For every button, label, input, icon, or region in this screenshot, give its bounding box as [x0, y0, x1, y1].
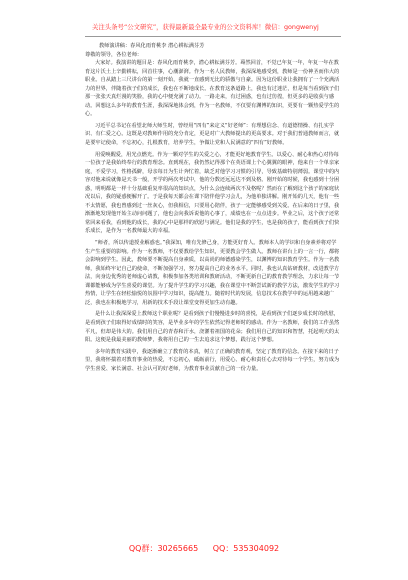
paragraph: 多年的教育实践中，我逐渐确立了教育的本真，树立了正确的教育观，坚定了教育的信念。在接下来的日子里，我将怀揣着对教育事业的热爱，不忘初心，砥砺前行，用爱心、耐心和责任心去对待每一个学生，努力成为学生喜爱、家长满意、社会认可的好老师，为教育事业贡献自己的一份力量。 — [85, 348, 340, 372]
qq-text: QQ：535304092 — [212, 544, 280, 553]
paragraph: 习近平总书记在看望北师大师生时，曾经用“四有”来定义“好老师”：有理想信念、有道德情操、有扎实学识、有仁爱之心。这既是对教师作用的充分肯定，更是对广大教师提出的更高要求。对于我们普通教师而言，就是要牢记使命，不忘初心，扎根教育，培养学生，争做让党和人民满意的“四有”好教师。 — [85, 122, 340, 147]
paragraph: 用爱唤醒爱，用光点燃光。作为一颗对学生的关爱之心，才能更好地教育学生。以爱心、耐心和热心对待每一位孩子是我始终奉行的教育理念。直到现在，我仍然记得那个在英语课上个心翼翼的眼神，他来自一个单亲家庭，不爱学习，性格孤僻，母亲每日为生计奔忙着，缺乏对他学习习惯的引导，导致基础特别薄弱。课堂中的内容对他来说就像是天书一般，开学的两次考试中，他的分数还远远达不到及格。刚开始的时候，我也感到十分困惑，明明都是一样十分基础重复率很高的知识点，为什么会连续两次不及格呢？然而在了解到这个孩子的家庭状况以后，我的疑惑便解开了。于是我每天都会在课下陪伴他学习会儿，为他单独讲解。刚开始的几天，他有一些不太情愿，我也曾感到过一丝灰心，但我相信，只要用心陪伴，孩子一定能够感受到关爱。在后来的日子里，我渐渐地发现他开始主动问问题了，他也会向我诉说他的心事了，成绩也在一点点进步。毕业之后，这个孩子还常常回来看我，看到他的成长，我的心中是那样的欣慰与满足。他们是我的学生，也是我的孩子，能看到孩子们快乐成长，是作为一名教师最大的幸福。 — [85, 151, 340, 235]
contact-footer — [0, 544, 408, 554]
document-title: 教师演讲稿：春风化雨育桃李 潜心耕耘满芬芳 — [99, 43, 205, 49]
paragraph: “师者，所以传道授业解惑也。”我深知，唯有先修己身，方能更好育人。教师本人的学识和自身素养将对学生产生重要的影响。作为一名教师，不仅要教给学生知识，更要教会学生做人。教师在讲台上的一言一行，都将会影响到学生。因此，教师要不断提高自身素质，以高尚的师德感染学生，以渊博的知识教育学生。作为一名教师，我始终牢记自己的使命，不断加强学习，努力提高自己的业务水平。同时，我也认真钻研教材，改进教学方法，向身边优秀的老师虚心请教，积极参加各类培训和教研活动，不断更新自己的教育教学理念，力求让每一节课都能够成为学生喜爱的课堂。为了提升学生的学习兴趣，我在课堂中不断尝试新的教学方法，激发学生的学习热情，让学生在轻松愉悦的氛围中学习知识，提高能力。随着时代的发展，信息技术在教学中的运用越来越广泛，我也在积极地学习，用新的技术手段让课堂变得更加生动有趣。 — [85, 240, 340, 306]
wechat-label: 微信： — [264, 23, 284, 31]
promo-banner-text: 关注头条号“公文研究”，获得最新最全最专业的公文资料库！ — [92, 23, 265, 31]
document-body — [85, 42, 341, 373]
header-divider — [85, 36, 341, 37]
paragraph: 是什么让我深深爱上教师这个职业呢？是看到孩子们慢慢进步时的喜悦，是看到孩子们逐步成长时的欣慰，是看到孩子们取得好成绩时的笑容，是毕业多年的学生依然记得老师时的感动。作为一名教师，我们的工作虽然平凡，但却是伟大的。我们用自己的青春和汗水，浇灌着祖国的花朵；我们用自己的知识和智慧，托起明天的太阳。这便是我最美丽的教师梦，我将用自己的一生去追求这个梦想，践行这个梦想。 — [85, 311, 340, 344]
wechat-id-link[interactable]: gongwenyj — [283, 23, 319, 31]
promo-banner — [92, 22, 322, 33]
salutation: 尊敬的领导，各位老师： — [85, 51, 143, 58]
qq-group-text: QQ群：30265665 — [128, 544, 199, 553]
paragraph: 大家好。我演讲的题目是：春风化雨育桃李，潜心耕耘满芬芳。蓦然回首，不觉已年复一年，年复一年在教育这片沃土上辛勤耕耘，回首往事，心潮澎湃。作为一名人民教师，我深深地感受到，教师是一份神圣而伟大的职业。自从踏上三尺讲台的第一刻开始，我就一直感到无比的骄傲与自豪。因为这份职业让我拥有了一个充满活力的世界，伴随着孩子们的成长，我也在不断地成长。在教育这条道路上，我也有过迷茫，但是每当看到孩子们那一张张天真烂漫的笑脸，我的心中便充满了动力。一路走来，有过困惑，也有过彷徨，但更多的是收获与感动。回想这么多年的教育生涯，我深深地体会到，作为一名教师，不仅要有渊博的知识，更要有一颗热爱学生的心。 — [85, 60, 340, 118]
